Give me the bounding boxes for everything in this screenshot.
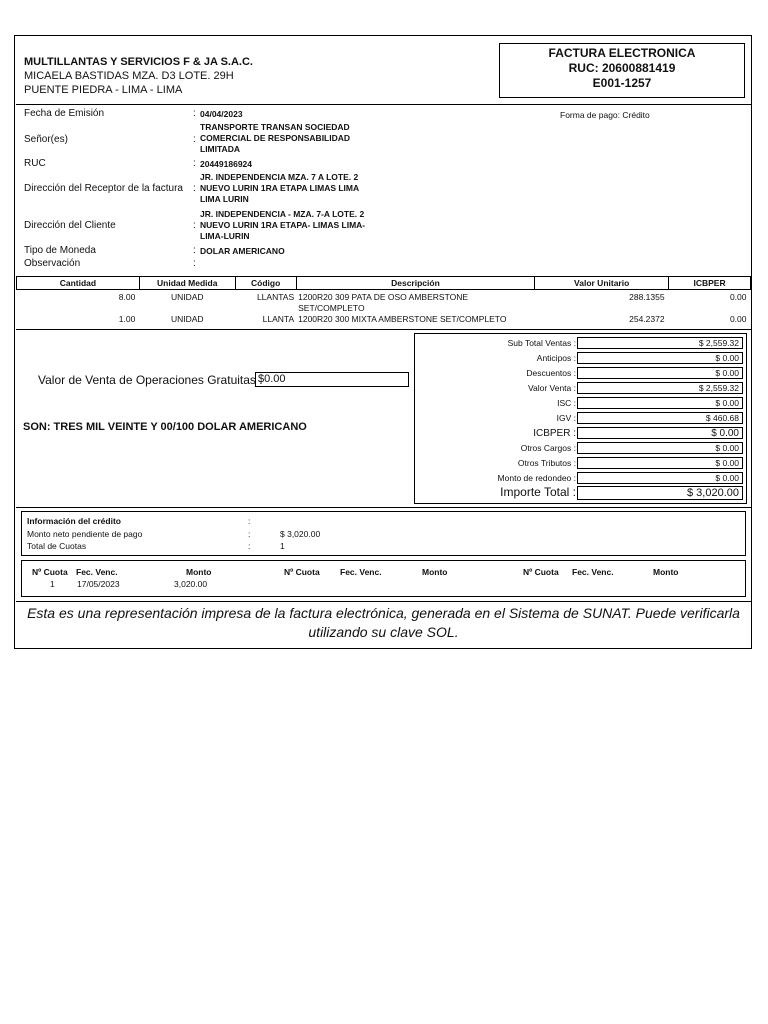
- total-row-redondeo: [415, 471, 748, 486]
- cell-cantidad: 8.00: [118, 292, 136, 302]
- fecha-label: Fecha de Emisión: [24, 108, 105, 119]
- total-label: Otros Cargos :: [520, 443, 576, 453]
- issuer-block: [24, 55, 253, 97]
- ruc-label: RUC: [24, 158, 46, 169]
- issuer-address-2: PUENTE PIEDRA - LIMA - LIMA: [24, 84, 183, 96]
- col-descripcion: Descripción: [296, 277, 535, 290]
- credit-monto-value: $ 3,020.00: [280, 529, 321, 539]
- issuer-address-1: MICAELA BASTIDAS MZA. D3 LOTE. 29H: [24, 70, 234, 82]
- total-value: $ 2,559.32: [577, 337, 743, 349]
- total-value: $ 460.68: [577, 412, 743, 424]
- total-value: $ 0.00: [577, 472, 743, 484]
- moneda-label: Tipo de Moneda: [24, 245, 96, 256]
- obs-label: Observación: [24, 258, 81, 269]
- total-value: $ 3,020.00: [577, 486, 743, 500]
- total-label: Monto de redondeo :: [497, 473, 576, 483]
- credit-cuotas-label: Total de Cuotas: [27, 541, 87, 551]
- total-label: Valor Venta :: [527, 383, 576, 393]
- total-row-icbper: [415, 426, 748, 441]
- total-row-otros-cargos: [415, 441, 748, 456]
- dir-cliente-label: Dirección del Cliente: [24, 220, 116, 231]
- total-label: Otros Tributos :: [517, 458, 576, 468]
- total-row-isc: [415, 396, 748, 411]
- total-row-descuentos: [415, 366, 748, 381]
- dir-cliente-value: JR. INDEPENDENCIA - MZA. 7-A LOTE. 2 NUEVO LURIN 1RA ETAPA- LIMAS LIMA-LIMA-LURIN: [200, 209, 366, 241]
- fecha-value: 04/04/2023: [200, 109, 243, 119]
- colon: :: [248, 516, 251, 526]
- gratuitas-value: $0.00: [255, 372, 409, 387]
- cell-valor: 254.2372: [629, 314, 665, 324]
- total-value: $ 0.00: [577, 367, 743, 379]
- total-row-otros-tributos: [415, 456, 748, 471]
- total-row-importe-total: [415, 485, 748, 500]
- issuer-ruc: RUC: 20600881419: [568, 61, 676, 75]
- cell-unidad: UNIDAD: [170, 314, 204, 324]
- forma-pago: Forma de pago: Crédito: [560, 110, 650, 120]
- footer-divider: [16, 601, 751, 602]
- total-label: Sub Total Ventas :: [507, 338, 576, 348]
- footer-note: Esta es una representación impresa de la factura electrónica, generada en el Sistema de SUNAT. Puede verificarla utilizando su clave SOL.: [27, 605, 740, 640]
- colon: :: [193, 245, 196, 256]
- senor-value: TRANSPORTE TRANSAN SOCIEDAD COMERCIAL DE RESPONSABILIDAD LIMITADA: [200, 122, 351, 154]
- cuota-header-monto: Monto: [422, 567, 448, 577]
- colon: :: [248, 529, 251, 539]
- cell-descripcion: 1200R20 300 MIXTA AMBERSTONE SET/COMPLETO: [298, 314, 507, 324]
- col-unidad: Unidad Medida: [139, 277, 235, 290]
- cell-icbper: 0.00: [729, 314, 747, 324]
- cuota-header-num: Nº Cuota: [523, 567, 559, 577]
- colon: :: [193, 108, 196, 119]
- document-id-box: [499, 43, 745, 98]
- dir-receptor-value: JR. INDEPENDENCIA MZA. 7 A LOTE. 2 NUEVO LURIN 1RA ETAPA LIMAS LIMA LIMA LURIN: [200, 172, 359, 204]
- total-label: Anticipos :: [536, 353, 576, 363]
- totals-bottom-divider: [16, 507, 751, 508]
- total-value: $ 0.00: [577, 457, 743, 469]
- col-icbper: ICBPER: [669, 277, 751, 290]
- cuota-row-num: 1: [50, 579, 55, 589]
- colon: :: [193, 220, 196, 231]
- gratuitas-label: Valor de Venta de Operaciones Gratuitas :: [38, 373, 263, 387]
- cell-unidad: UNIDAD: [170, 292, 204, 302]
- client-ruc-value: 20449186924: [200, 159, 253, 169]
- items-header-row: [17, 277, 751, 290]
- amount-in-words: SON: TRES MIL VEINTE Y 00/100 DOLAR AMERICANO: [23, 421, 307, 433]
- cell-valor: 288.1355: [629, 292, 665, 302]
- col-valor-unitario: Valor Unitario: [535, 277, 669, 290]
- total-label: ISC :: [557, 398, 576, 408]
- col-cantidad: Cantidad: [17, 277, 140, 290]
- total-value: $ 0.00: [577, 427, 743, 439]
- cell-codigo: LLANTA: [262, 314, 295, 324]
- items-table: [16, 276, 751, 325]
- cuota-header-monto: Monto: [653, 567, 679, 577]
- total-label: Descuentos :: [526, 368, 576, 378]
- cell-descripcion: 1200R20 309 PATA DE OSO AMBERSTONE SET/COMPLETO: [298, 292, 469, 313]
- total-label: IGV :: [556, 413, 576, 423]
- col-codigo: Código: [235, 277, 296, 290]
- cell-icbper: 0.00: [729, 292, 747, 302]
- total-value: $ 0.00: [577, 442, 743, 454]
- cuota-header-num: Nº Cuota: [284, 567, 320, 577]
- cuota-header-fec: Fec. Venc.: [572, 567, 614, 577]
- colon: :: [193, 134, 196, 145]
- credit-cuotas-value: 1: [280, 541, 285, 551]
- cuota-row-monto: 3,020.00: [174, 579, 208, 589]
- total-value: $ 0.00: [577, 352, 743, 364]
- total-label: ICBPER :: [533, 428, 576, 439]
- table-row: [17, 314, 751, 325]
- credit-monto-label: Monto neto pendiente de pago: [27, 529, 143, 539]
- credit-title: Información del crédito: [27, 516, 121, 526]
- cell-codigo: LLANTAS: [256, 292, 295, 302]
- total-value: $ 0.00: [577, 397, 743, 409]
- total-row-subtotal: [415, 336, 748, 351]
- senor-label: Señor(es): [24, 134, 68, 145]
- dir-receptor-label: Dirección del Receptor de la factura: [24, 183, 183, 194]
- cuota-header-fec: Fec. Venc.: [76, 567, 118, 577]
- colon: :: [193, 158, 196, 169]
- total-value: $ 2,559.32: [577, 382, 743, 394]
- total-label: Importe Total :: [500, 485, 576, 499]
- issuer-name: MULTILLANTAS Y SERVICIOS F & JA S.A.C.: [24, 56, 253, 68]
- cuotas-box: [21, 560, 746, 597]
- colon: :: [193, 258, 196, 269]
- header-divider: [16, 104, 751, 105]
- document-title: FACTURA ELECTRONICA: [548, 46, 696, 60]
- cuota-header-num: Nº Cuota: [32, 567, 68, 577]
- totals-box: [414, 333, 747, 504]
- cuota-header-fec: Fec. Venc.: [340, 567, 382, 577]
- colon: :: [248, 541, 251, 551]
- total-row-anticipos: [415, 351, 748, 366]
- credit-info-box: [21, 511, 746, 556]
- moneda-value: DOLAR AMERICANO: [200, 246, 285, 256]
- cell-cantidad: 1.00: [118, 314, 136, 324]
- table-row: [17, 290, 751, 315]
- total-row-igv: [415, 411, 748, 426]
- colon: :: [193, 183, 196, 194]
- total-row-valor-venta: [415, 381, 748, 396]
- cuota-header-monto: Monto: [186, 567, 212, 577]
- document-number: E001-1257: [592, 76, 652, 90]
- cuota-row-fec: 17/05/2023: [77, 579, 120, 589]
- items-bottom-divider: [16, 329, 751, 330]
